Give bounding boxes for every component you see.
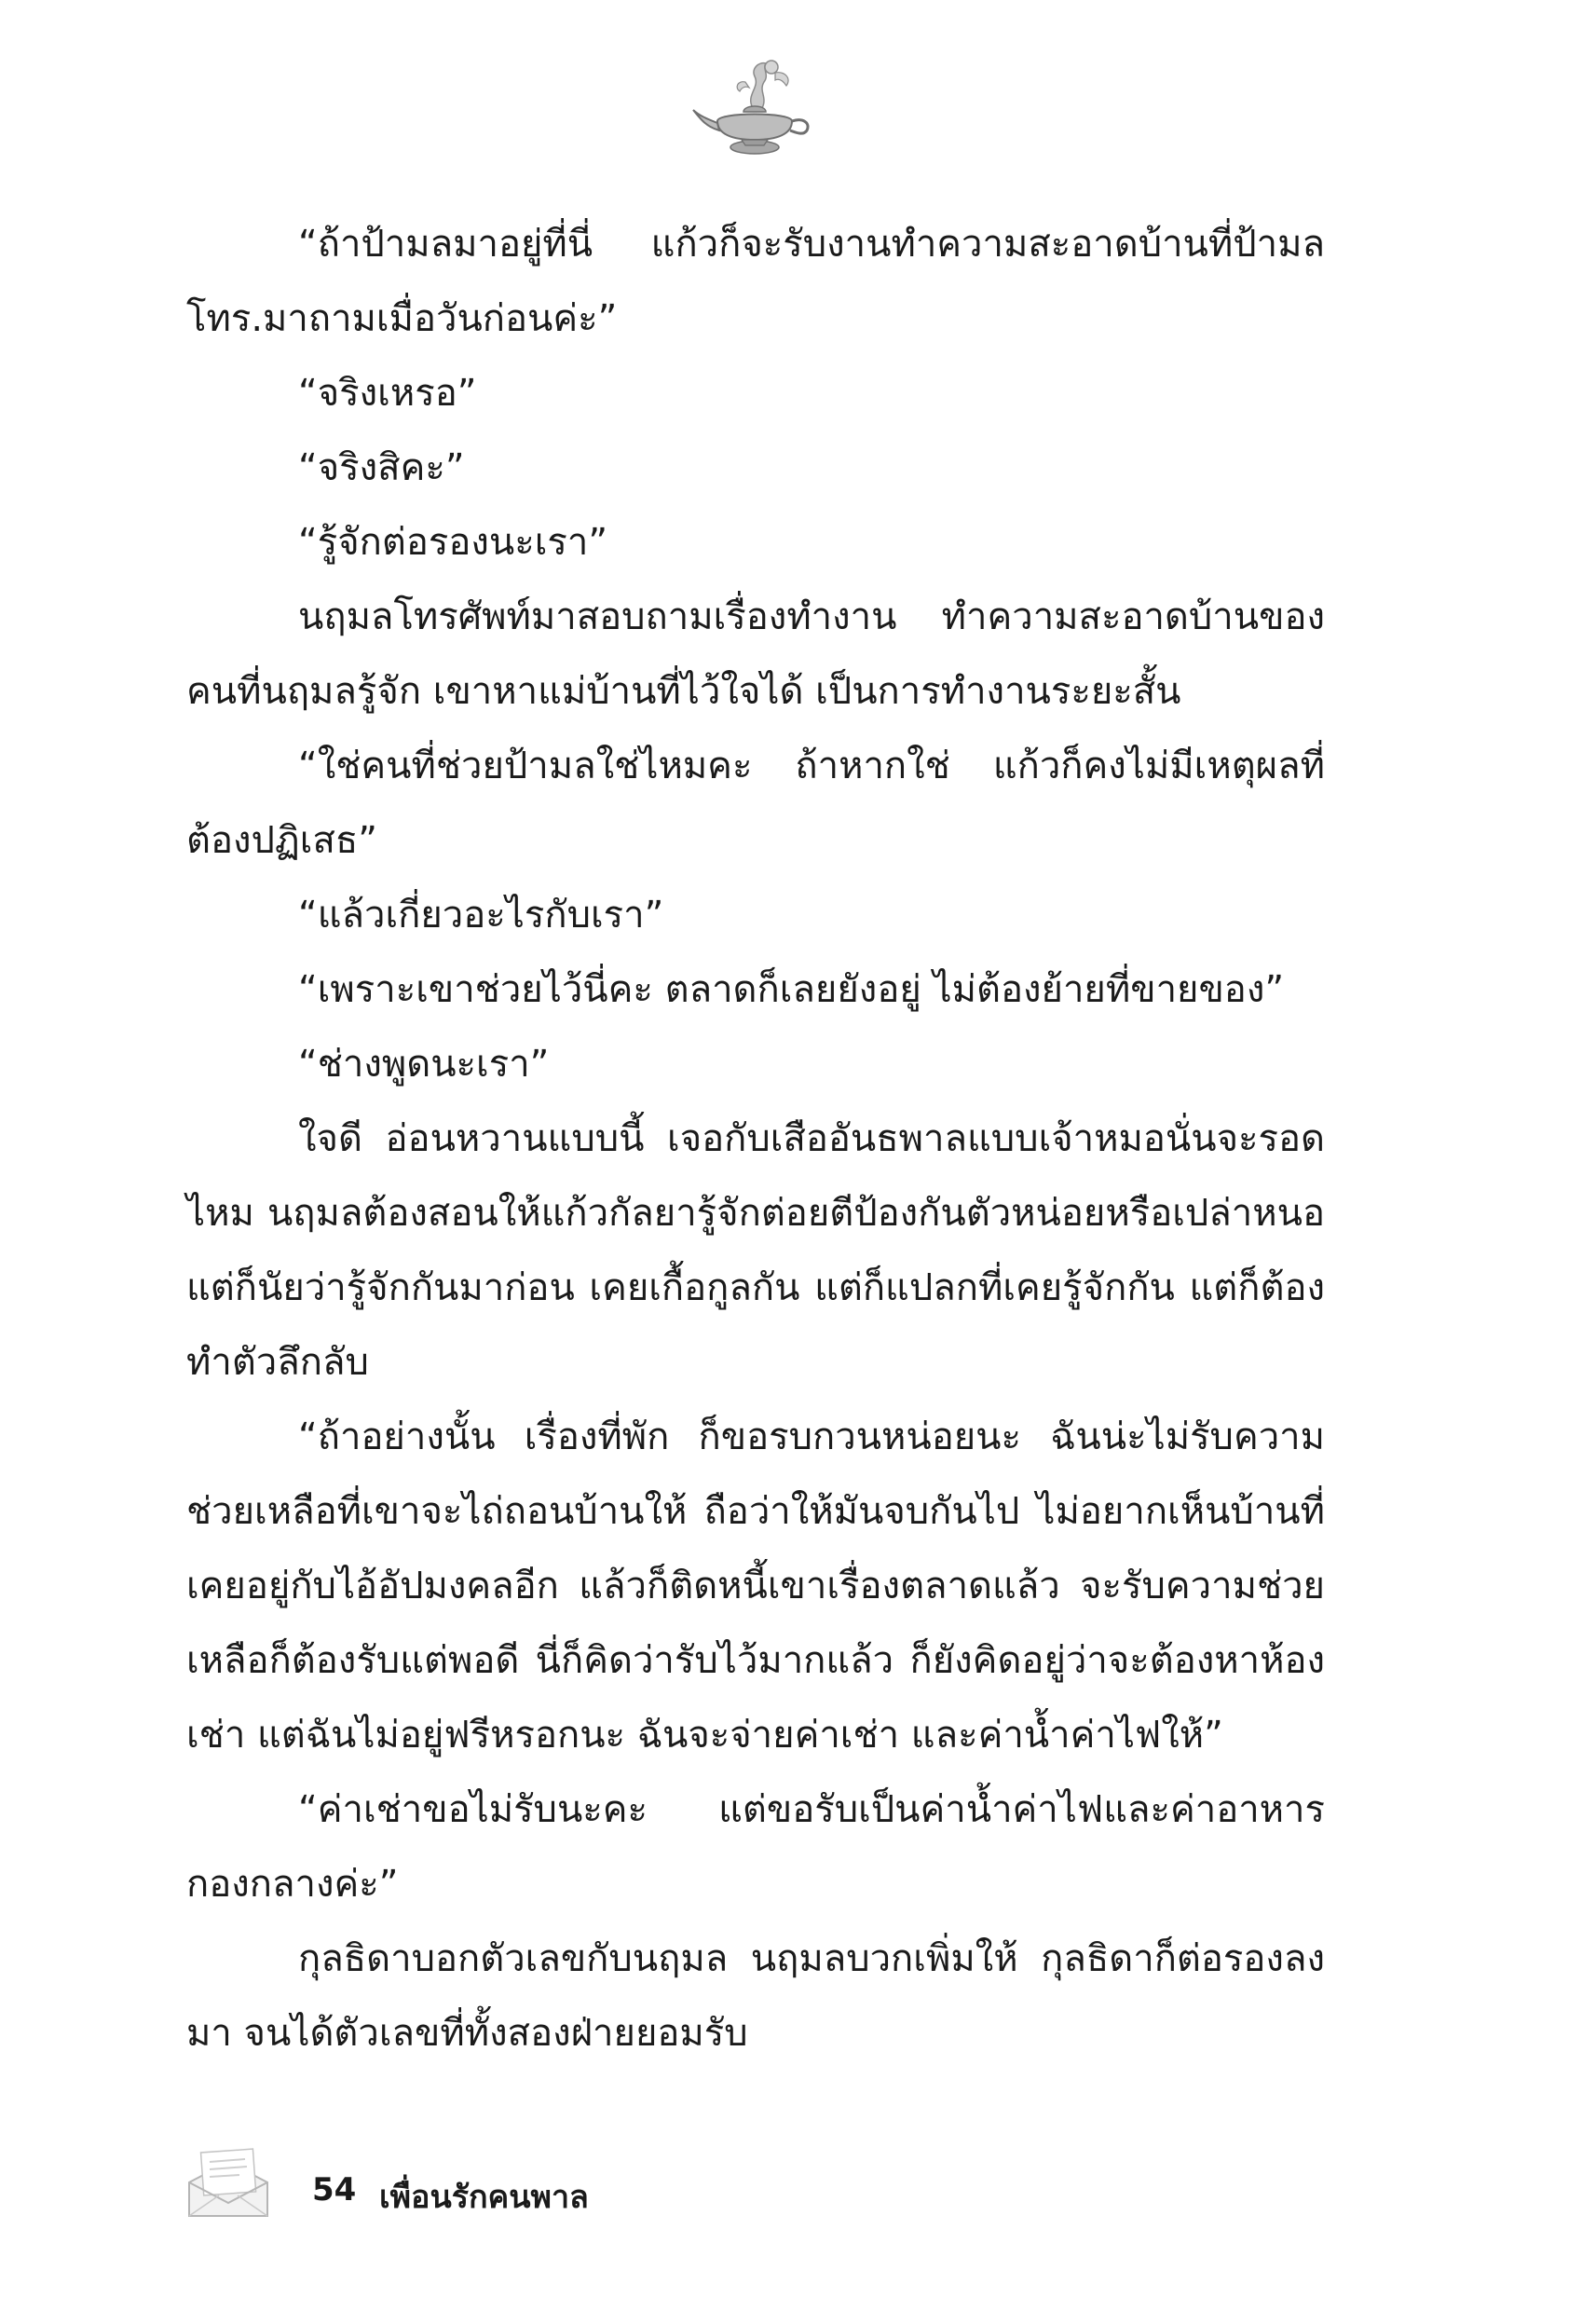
paragraph: “เพราะเขาช่วยไว้นี่คะ ตลาดก็เลยยังอยู่ ไม่ต้องย้ายที่ขายของ” [298,968,1285,1011]
paragraph: “แล้วเกี่ยวอะไรกับเรา” [298,894,664,937]
book-title: เพื่อนรักคนพาล [379,2179,589,2216]
paragraph: “จริงสิคะ” [298,446,465,489]
paragraph: กุลธิดาบอกตัวเลขกับนฤมล นฤมลบวกเพิ่มให้ กุลธิดาก็ต่อรองลงมา จนได้ตัวเลขที่ทั้งสองฝ่ายยอมรับ [186,1937,1325,2055]
body-text [186,207,1325,2071]
envelope-icon [182,2134,275,2227]
paragraph: นฤมลโทรศัพท์มาสอบถามเรื่องทำงาน ทำความสะอาดบ้านของคนที่นฤมลรู้จัก เขาหาแม่บ้านที่ไว้ใจได้ เป็นการทำงานระยะสั้น [186,595,1325,713]
paragraph: “ถ้าอย่างนั้น เรื่องที่พัก ก็ขอรบกวนหน่อยนะ ฉันน่ะไม่รับความช่วยเหลือที่เขาจะไถ่ถอนบ้านให้ ถือว่าให้มันจบกันไป ไม่อยากเห็นบ้านที่เคยอยู่กับไอ้อัปมงคลอีก แล้วก็ติดหนี้เขาเรื่องตลาดแล้ว จะรับความช่วยเหลือก็ต้องรับแต่พอดี นี่ก็คิดว่ารับไว้มากแล้ว ก็ยังคิดอยู่ว่าจะต้องหาห้องเช่า แต่ฉันไม่อยู่ฟรีหรอกนะ ฉันจะจ่ายค่าเช่า และค่าน้ำค่าไฟให้” [186,1415,1325,1757]
page-footer [182,2134,927,2236]
page-number: 54 [312,2171,357,2208]
paragraph: “รู้จักต่อรองนะเรา” [298,521,608,564]
paragraph: “ค่าเช่าขอไม่รับนะคะ แต่ขอรับเป็นค่าน้ำค่าไฟและค่าอาหารกองกลางค่ะ” [186,1788,1325,1906]
paragraph: ใจดี อ่อนหวานแบบนี้ เจอกับเสืออันธพาลแบบเจ้าหมอนั่นจะรอดไหม นฤมลต้องสอนให้แก้วกัลยารู้จักต่อยตีป้องกันตัวหน่อยหรือเปล่าหนอ แต่ก็นัยว่ารู้จักกันมาก่อน เคยเกื้อกูลกัน แต่ก็แปลกที่เคยรู้จักกัน แต่ก็ต้องทำตัวลึกลับ [186,1117,1325,1384]
paragraph: “ใช่คนที่ช่วยป้ามลใช่ไหมคะ ถ้าหากใช่ แก้วก็คงไม่มีเหตุผลที่ต้องปฏิเสธ” [186,745,1325,862]
paragraph: “จริงเหรอ” [298,372,477,415]
genie-lamp-icon [689,54,820,166]
paragraph: “ช่างพูดนะเรา” [298,1043,550,1086]
paragraph: “ถ้าป้ามลมาอยู่ที่นี่ แก้วก็จะรับงานทำความสะอาดบ้านที่ป้ามลโทร.มาถามเมื่อวันก่อนค่ะ” [186,223,1325,340]
